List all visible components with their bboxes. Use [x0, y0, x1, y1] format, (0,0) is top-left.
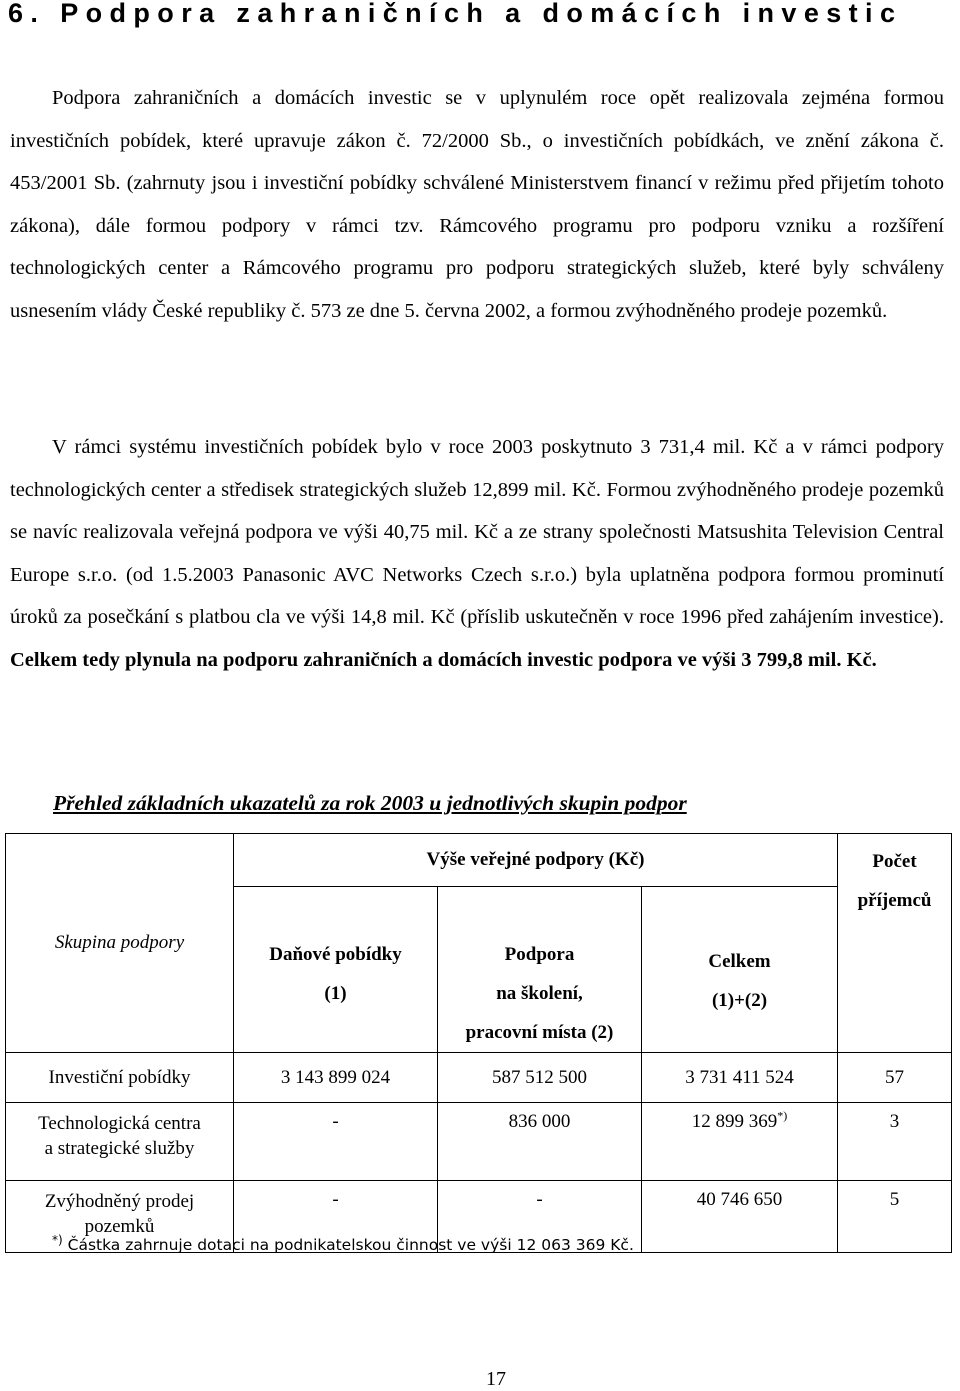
paragraph-support-summary: [10, 426, 944, 681]
row-total-value: [642, 1103, 838, 1181]
row-tax-value: -: [234, 1181, 438, 1253]
row-group-name: [6, 1103, 234, 1181]
row-count-value: 57: [838, 1053, 952, 1103]
header-training-line1: Podpora: [504, 944, 575, 965]
row-group-line2: a strategické služby: [44, 1138, 195, 1159]
row-training-value: 587 512 500: [438, 1053, 642, 1103]
row-group-line1: Technologická centra: [38, 1113, 201, 1134]
row-group-line1: Zvýhodněný prodej: [44, 1191, 195, 1212]
paragraph-support-total: Celkem tedy plynula na podporu zahraničních a domácích investic podpora ve výši 3 799,8 mil. Kč.: [10, 648, 877, 671]
header-recipient-count: [838, 834, 952, 1053]
table-title: Přehled základních ukazatelů za rok 2003 u jednotlivých skupin podpor: [53, 791, 687, 815]
header-count-line2: příjemců: [857, 890, 932, 911]
header-total: [642, 887, 838, 1053]
row-group-name: Investiční pobídky: [6, 1053, 234, 1103]
header-training-line2: na školení,: [496, 983, 583, 1004]
header-training-line3: pracovní místa (2): [465, 1022, 614, 1043]
row-tax-value: -: [234, 1103, 438, 1181]
footnote-text: Částka zahrnuje dotaci na podnikatelskou činnost ve výši 12 063 369 Kč.: [67, 1236, 634, 1254]
header-tax-line2: (1): [324, 983, 347, 1004]
row-count-value: 5: [838, 1181, 952, 1253]
paragraph-support-details: V rámci systému investičních pobídek bylo v roce 2003 poskytnuto 3 731,4 mil. Kč a v rámci podpory technologických center a středisek strategických služeb 12,899 mil. Kč. Formou zvýhodněného prodeje pozemků se navíc realizovala veřejná podpora ve výši 40,75 mil. Kč a ze strany společnosti Matsushita Television Central Europe s.r.o. (od 1.5.2003 Panasonic AVC Networks Czech s.r.o.) byla uplatněna podpora formou prominutí úroků za posečkání s platbou cla ve výši 14,8 mil. Kč (příslib uskutečněn v roce 1996 před zahájením investice).: [10, 436, 944, 628]
support-overview-table: [5, 833, 952, 1253]
table-row: [6, 1103, 952, 1181]
row-total-value: 3 731 411 524: [642, 1053, 838, 1103]
footnote-mark: *): [52, 1232, 63, 1247]
row-total-value: 40 746 650: [642, 1181, 838, 1253]
table-header-row: [6, 834, 952, 887]
table-footnote: [52, 1232, 634, 1254]
header-total-line2: (1)+(2): [711, 990, 768, 1011]
header-tax-incentives: [234, 887, 438, 1053]
paragraph-investment-incentives: Podpora zahraničních a domácích investic se v uplynulém roce opět realizovala zejména formou investičních pobídek, které upravuje zákon č. 72/2000 Sb., o investičních pobídkách, ve znění zákona č. 453/2001 Sb. (zahrnuty jsou i investiční pobídky schválené Ministerstvem financí v režimu před přijetím tohoto zákona), dále formou podpory v rámci tzv. Rámcového programu pro podporu vzniku a rozšíření technologických center a Rámcového programu pro podporu strategických služeb, které byly schváleny usnesením vlády České republiky č. 573 ze dne 5. června 2002, a formou zvýhodněného prodeje pozemků.: [10, 87, 944, 322]
page-number: 17: [486, 1368, 506, 1390]
row-count-value: 3: [838, 1103, 952, 1181]
row-training-value: 836 000: [438, 1103, 642, 1181]
row-total-footnote-mark: *): [777, 1108, 788, 1123]
row-total-number: 12 899 369: [691, 1111, 778, 1132]
header-tax-line1: Daňové pobídky: [269, 944, 402, 965]
section-heading: 6. Podpora zahraničních a domácích investic: [8, 0, 903, 28]
header-public-support: Výše veřejné podpory (Kč): [234, 834, 838, 887]
table-row: [6, 1053, 952, 1103]
row-tax-value: 3 143 899 024: [234, 1053, 438, 1103]
row-group-line2: pozemků: [84, 1216, 155, 1237]
header-count-line1: Počet: [872, 851, 917, 872]
row-training-value: -: [438, 1181, 642, 1253]
header-total-line1: Celkem: [708, 951, 771, 972]
header-group-name: Skupina podpory: [6, 834, 234, 1053]
header-training-support: [438, 887, 642, 1053]
